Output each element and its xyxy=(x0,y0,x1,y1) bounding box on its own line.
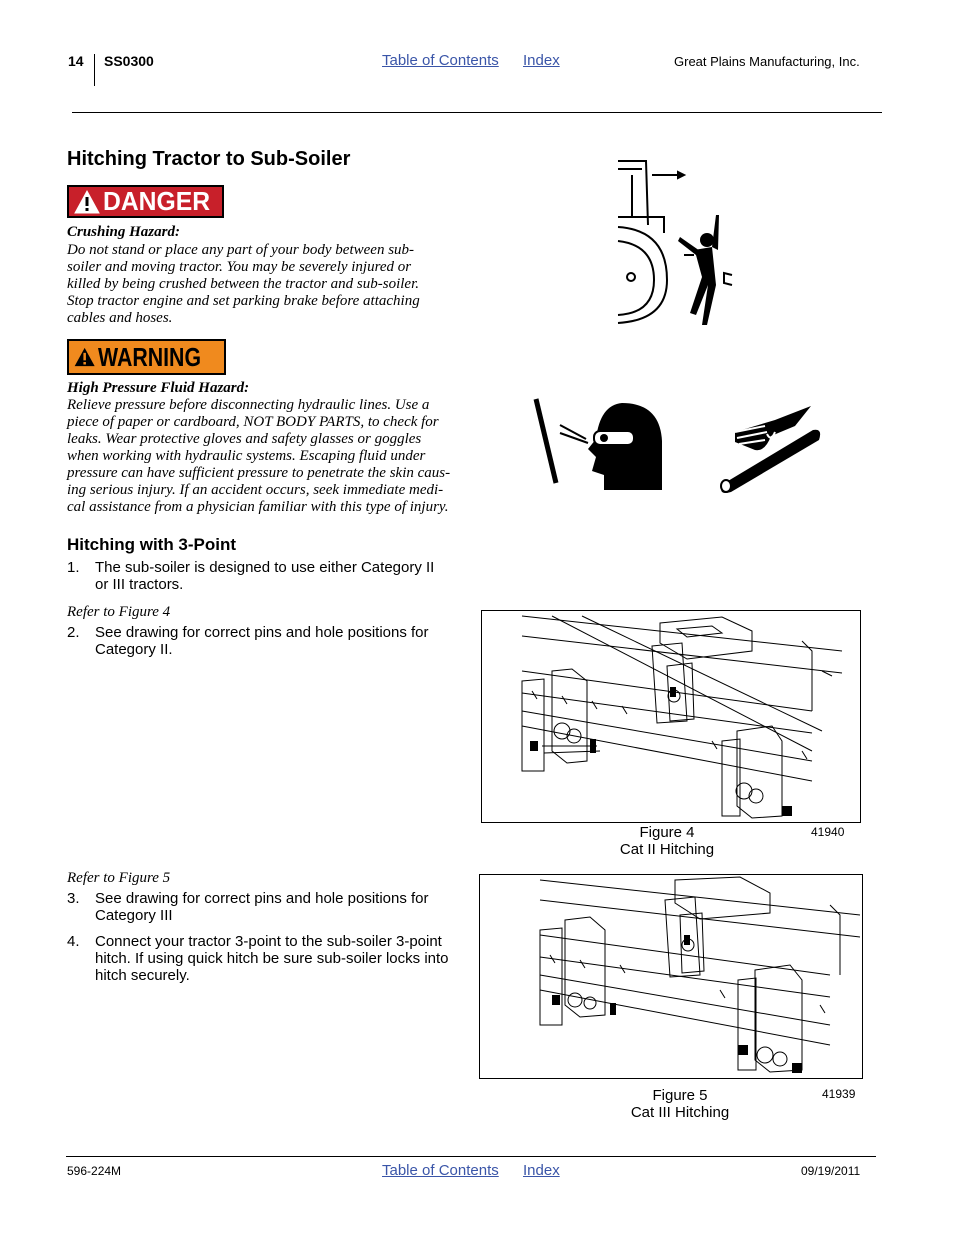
danger-line: Stop tractor engine and set parking brake before attaching xyxy=(67,293,420,309)
warning-line: piece of paper or cardboard, NOT BODY PARTS, to check for xyxy=(67,414,439,430)
step-number: 4. xyxy=(67,933,80,950)
eye-protection-icon xyxy=(530,395,670,495)
figure-4-caption xyxy=(580,824,754,858)
figure-5-image xyxy=(479,874,863,1079)
hitch-drawing-cat3 xyxy=(480,875,862,1078)
warning-line: when working with hydraulic systems. Escaping fluid under xyxy=(67,448,426,464)
step-text: Category II. xyxy=(95,641,173,658)
page-title: Hitching Tractor to Sub-Soiler xyxy=(67,148,351,170)
danger-line: soiler and moving tractor. You may be severely injured or xyxy=(67,259,412,275)
step-3 xyxy=(67,890,467,926)
warning-line: ing serious injury. If an accident occurs, seek immediate medi- xyxy=(67,482,444,498)
figure-5-caption xyxy=(593,1087,767,1121)
figure-4-title: Cat II Hitching xyxy=(619,841,715,858)
step-text: The sub-soiler is designed to use either Category II xyxy=(95,559,435,576)
footer-rule xyxy=(66,1156,876,1157)
step-text: See drawing for correct pins and hole positions for xyxy=(95,624,429,641)
index-link-footer[interactable]: Index xyxy=(523,1162,560,1179)
step-2 xyxy=(67,624,467,660)
refer-figure-5: Refer to Figure 5 xyxy=(67,870,171,886)
alert-triangle-icon xyxy=(73,189,101,215)
model-code: SS0300 xyxy=(104,53,154,69)
company-name: Great Plains Manufacturing, Inc. xyxy=(674,54,860,69)
step-text: hitch securely. xyxy=(95,967,190,984)
page-number: 14 xyxy=(68,53,84,69)
step-4 xyxy=(67,933,467,987)
figure-4-ref-number: 41940 xyxy=(811,825,845,839)
danger-badge xyxy=(67,185,224,218)
warning-text xyxy=(67,397,472,516)
step-text: or III tractors. xyxy=(95,576,184,593)
figure-4-label: Figure 4 xyxy=(639,824,695,841)
crush-hazard-icon xyxy=(612,155,747,330)
alert-triangle-icon xyxy=(73,344,96,370)
danger-text xyxy=(67,242,467,327)
warning-line: cal assistance from a physician familiar with this type of injury. xyxy=(67,499,449,515)
step-text: Connect your tractor 3-point to the sub-soiler 3-point xyxy=(95,933,442,950)
header-divider xyxy=(94,54,95,86)
danger-hazard-title: Crushing Hazard: xyxy=(67,224,180,240)
figure-5-label: Figure 5 xyxy=(652,1087,708,1104)
step-text: hitch. If using quick hitch be sure sub-soiler locks into xyxy=(95,950,449,967)
index-link-header[interactable]: Index xyxy=(523,52,560,69)
step-number: 3. xyxy=(67,890,80,907)
warning-hazard-title: High Pressure Fluid Hazard: xyxy=(67,380,250,396)
figure-5-ref-number: 41939 xyxy=(822,1087,856,1101)
toc-link-header[interactable]: Table of Contents xyxy=(382,52,499,69)
warning-line: leaks. Wear protective gloves and safety glasses or goggles xyxy=(67,431,422,447)
danger-label: DANGER xyxy=(103,186,211,216)
subsection-title: Hitching with 3-Point xyxy=(67,535,237,554)
figure-4-image xyxy=(481,610,861,823)
figure-5-title: Cat III Hitching xyxy=(630,1104,730,1121)
step-number: 2. xyxy=(67,624,80,641)
warning-line: pressure can have sufficient pressure to penetrate the skin caus- xyxy=(67,465,451,481)
warning-label: WARNING xyxy=(98,341,202,372)
warning-badge xyxy=(67,339,226,375)
doc-number: 596-224M xyxy=(67,1164,122,1178)
step-text: See drawing for correct pins and hole positions for xyxy=(95,890,429,907)
step-1 xyxy=(67,559,467,595)
publication-date: 09/19/2011 xyxy=(801,1164,861,1178)
refer-figure-4: Refer to Figure 4 xyxy=(67,604,171,620)
danger-line: cables and hoses. xyxy=(67,310,173,326)
danger-line: Do not stand or place any part of your body between sub- xyxy=(67,242,415,258)
fluid-injection-icon xyxy=(715,402,825,494)
step-number: 1. xyxy=(67,559,80,576)
hitch-drawing-cat2 xyxy=(482,611,860,822)
header-rule xyxy=(72,112,882,113)
warning-line: Relieve pressure before disconnecting hydraulic lines. Use a xyxy=(67,397,430,413)
step-text: Category III xyxy=(95,907,173,924)
toc-link-footer[interactable]: Table of Contents xyxy=(382,1162,499,1179)
danger-line: killed by being crushed between the tractor and sub-soiler. xyxy=(67,276,420,292)
